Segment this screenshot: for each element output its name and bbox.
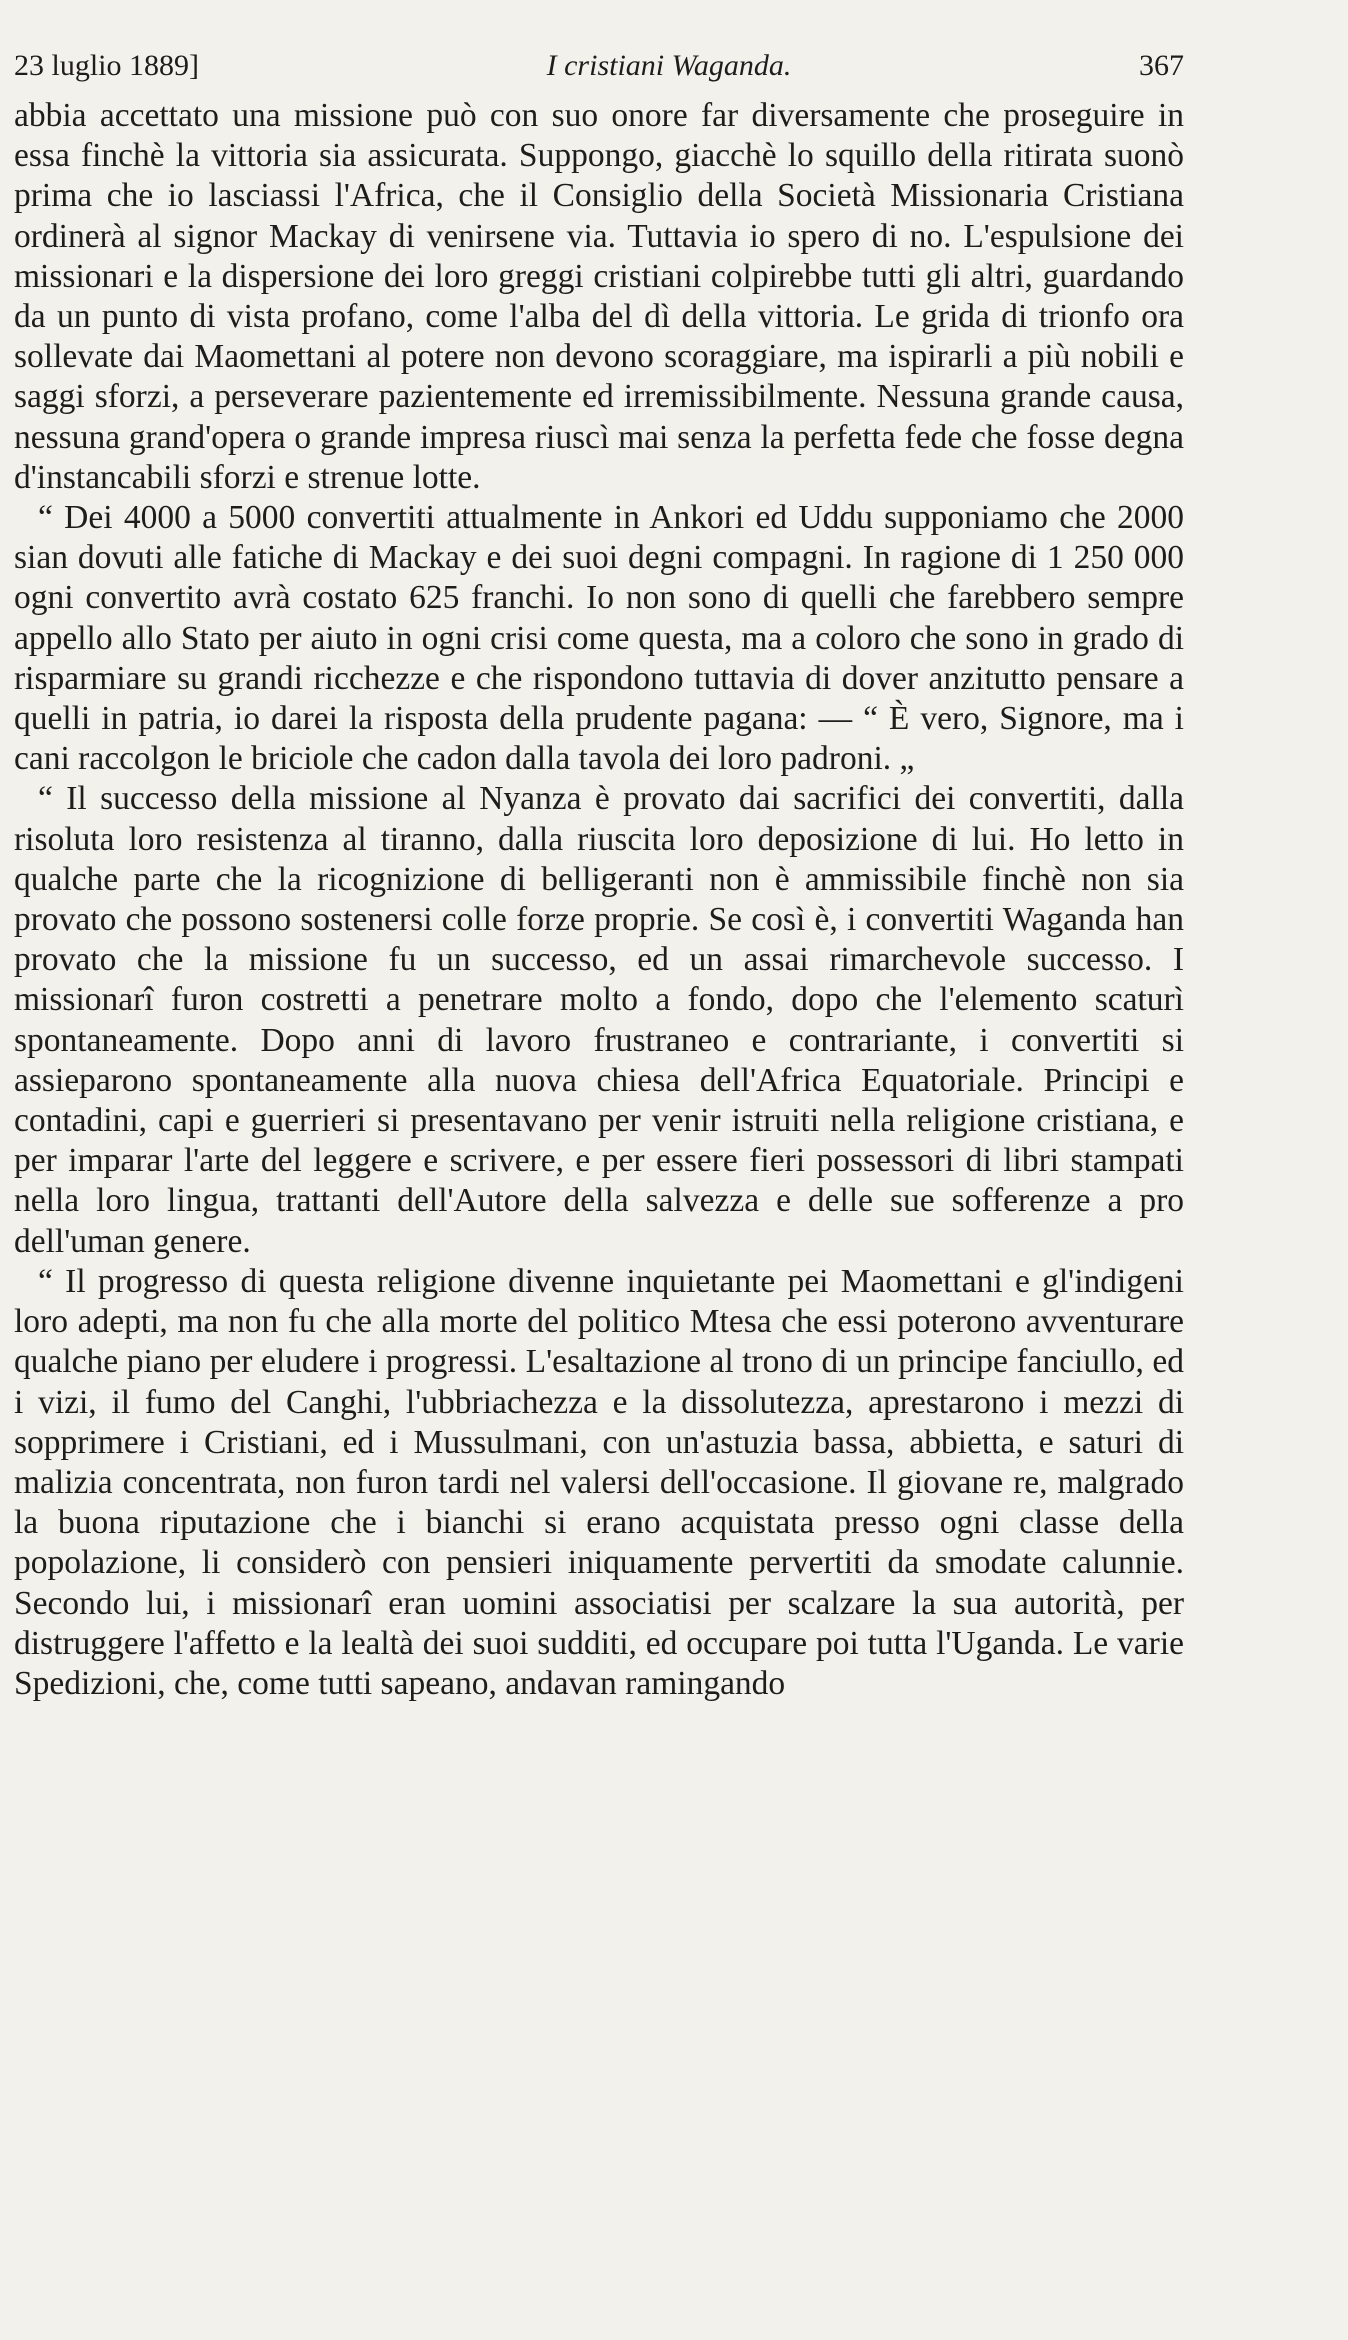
paragraph-2: “ Dei 4000 a 5000 convertiti attualmente in Ankori ed Uddu supponiamo che 2000 sian dovuti alle fatiche di Mackay e dei suoi degni compagni. In ragione di 1 250 000 ogni convertito avrà costato 625 franchi. Io non sono di quelli che farebbero sempre appello allo Stato per aiuto in ogni crisi come questa, ma a coloro che sono in grado di risparmiare su grandi ricchezze e che rispondono tuttavia di dover anzitutto pensare a quelli in patria, io darei la risposta della prudente pagana: — “ È vero, Signore, ma i cani raccolgon le briciole che cadon dalla tavola dei loro padroni. „	[14, 499, 1184, 778]
page-header	[14, 48, 1184, 84]
page-number: 367	[1138, 49, 1184, 82]
header-date: 23 luglio 1889]	[14, 49, 199, 82]
body-text	[14, 96, 1184, 1704]
paragraph-3: “ Il successo della missione al Nyanza è provato dai sacrifici dei convertiti, dalla risoluta loro resistenza al tiranno, dalla riuscita loro deposizione di lui. Ho letto in qualche parte che la ricognizione di belligeranti non è ammissibile finchè non sia provato che possono sostenersi colle forze proprie. Se così è, i convertiti Waganda han provato che la missione fu un successo, ed un assai rimarchevole successo. I missionarî furon costretti a penetrare molto a fondo, dopo che l'elemento scaturì spontaneamente. Dopo anni di lavoro frustraneo e contrariante, i convertiti si assieparono spontaneamente alla nuova chiesa dell'Africa Equatoriale. Principi e contadini, capi e guerrieri si presentavano per venir istruiti nella religione cristiana, e per imparar l'arte del leggere e scrivere, e per essere fieri possessori di libri stampati nella loro lingua, trattanti dell'Autore della salvezza e delle sue sofferenze a pro dell'uman genere.	[14, 780, 1184, 1260]
running-title: I cristiani Waganda.	[546, 49, 792, 82]
paragraph-1: abbia accettato una missione può con suo onore far diversamente che proseguire in essa finchè la vittoria sia assicurata. Suppongo, giacchè lo squillo della ritirata suonò prima che io lasciassi l'Africa, che il Consiglio della Società Missionaria Cristiana ordinerà al signor Mackay di venirsene via. Tuttavia io spero di no. L'espulsione dei missionari e la dispersione dei loro greggi cristiani colpirebbe tutti gli altri, guardando da un punto di vista profano, come l'alba del dì della vittoria. Le grida di trionfo ora sollevate dai Maomettani al potere non devono scoraggiare, ma ispirarli a più nobili e saggi sforzi, a perseverare pazientemente ed irremissibilmente. Nessuna grande causa, nessuna grand'opera o grande impresa riuscì mai senza la perfetta fede che fosse degna d'instancabili sforzi e strenue lotte.	[14, 97, 1184, 496]
book-page	[14, 48, 1184, 1704]
paragraph-4: “ Il progresso di questa religione divenne inquietante pei Maomettani e gl'indigeni loro adepti, ma non fu che alla morte del politico Mtesa che essi poterono avventurare qualche piano per eludere i progressi. L'esaltazione al trono di un principe fanciullo, ed i vizi, il fumo del Canghi, l'ubbriachezza e la dissolutezza, aprestarono i mezzi di sopprimere i Cristiani, ed i Mussulmani, con un'astuzia bassa, abbietta, e saturi di malizia concentrata, non furon tardi nel valersi dell'occasione. Il giovane re, malgrado la buona riputazione che i bianchi si erano acquistata presso ogni classe della popolazione, li considerò con pensieri iniquamente pervertiti da smodate calunnie. Secondo lui, i missionarî eran uomini associatisi per scalzare la sua autorità, per distruggere l'affetto e la lealtà dei suoi sudditi, ed occupare poi tutta l'Uganda. Le varie Spedizioni, che, come tutti sapeano, andavan ramingando	[14, 1262, 1184, 1702]
